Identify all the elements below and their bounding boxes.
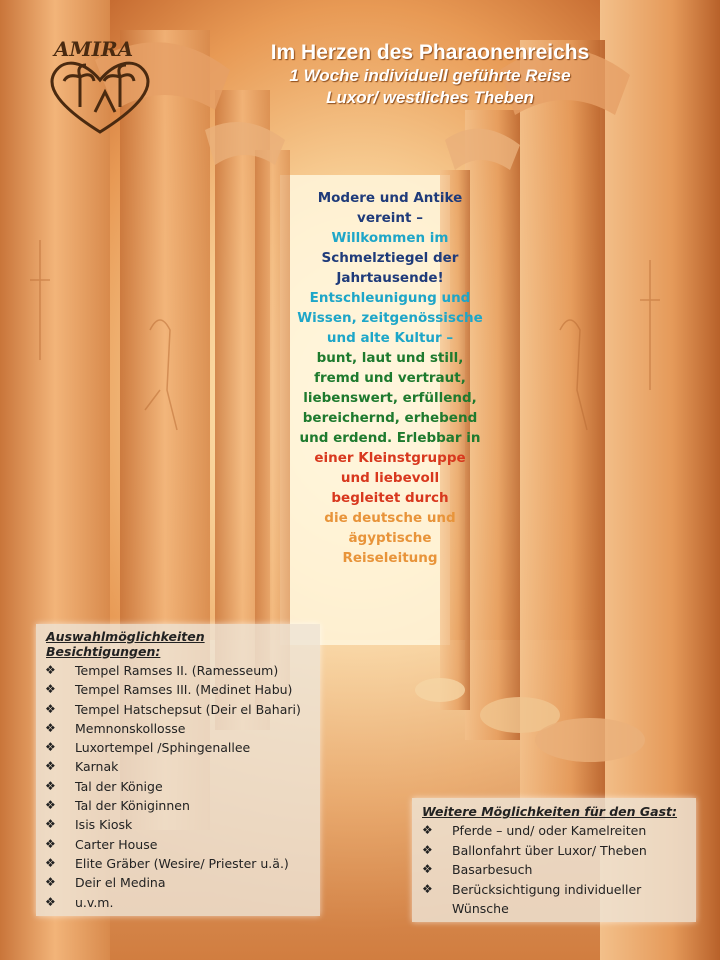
page-subtitle-duration: 1 Woche individuell geführte Reise — [289, 66, 571, 85]
list-item — [36, 757, 320, 776]
diamond-bullet-icon: ❖ — [45, 836, 56, 851]
diamond-bullet-icon: ❖ — [422, 842, 433, 857]
list-item-text: Elite Gräber (Wesire/ Priester u.ä.) — [75, 855, 289, 871]
diamond-bullet-icon: ❖ — [45, 720, 56, 735]
diamond-bullet-icon: ❖ — [45, 817, 56, 832]
intro-line: und erdend. Erlebbar in — [299, 430, 481, 446]
list-item — [36, 719, 320, 738]
diamond-bullet-icon: ❖ — [45, 778, 56, 793]
list-item — [412, 880, 696, 919]
list-item — [36, 738, 320, 757]
sights-heading: Auswahlmöglichkeiten Besichtigungen: — [46, 629, 205, 659]
list-item-text: Deir el Medina — [75, 875, 166, 891]
intro-line: vereint – — [357, 210, 423, 226]
list-item — [36, 661, 320, 680]
intro-line: und liebevoll — [340, 470, 440, 486]
intro-line: die deutsche und — [324, 510, 456, 526]
intro-line: und alte Kultur – — [326, 330, 454, 346]
diamond-bullet-icon: ❖ — [45, 798, 56, 813]
heart-palm-logo-icon — [52, 63, 148, 132]
list-item — [36, 680, 320, 699]
sights-box — [36, 624, 320, 916]
diamond-bullet-icon: ❖ — [45, 740, 56, 755]
intro-line: Schmelztiegel der — [321, 250, 459, 266]
intro-line: Modere und Antike — [317, 190, 463, 206]
intro-line: fremd und vertraut, — [314, 370, 466, 386]
list-item-text: Basarbesuch — [452, 862, 533, 877]
diamond-bullet-icon: ❖ — [45, 875, 56, 890]
list-item-text: u.v.m. — [75, 894, 114, 910]
page-subtitle-location: Luxor/ westliches Theben — [326, 88, 534, 107]
diamond-bullet-icon: ❖ — [45, 894, 56, 909]
list-item-text: Ballonfahrt über Luxor/ Theben — [452, 842, 647, 858]
intro-line: bunt, laut und still, — [316, 350, 464, 366]
diamond-bullet-icon: ❖ — [422, 823, 433, 837]
diamond-bullet-icon: ❖ — [45, 663, 56, 677]
extras-list — [412, 821, 696, 919]
diamond-bullet-icon: ❖ — [422, 881, 433, 896]
diamond-bullet-icon: ❖ — [45, 701, 56, 716]
list-item-text: Luxortempel /Sphingenallee — [75, 740, 251, 756]
list-item — [36, 777, 320, 796]
diamond-bullet-icon: ❖ — [45, 682, 56, 697]
list-item-text: Pferde – und/ oder Kamelreiten — [452, 823, 647, 838]
list-item-text: Tempel Ramses II. (Ramesseum) — [75, 663, 279, 678]
list-item-text: Tempel Ramses III. (Medinet Habu) — [75, 682, 293, 698]
list-item — [36, 796, 320, 815]
page-title: Im Herzen des Pharaonenreichs — [270, 41, 590, 64]
intro-line: einer Kleinstgruppe — [314, 450, 466, 466]
list-item-text: Tempel Hatschepsut (Deir el Bahari) — [75, 701, 301, 717]
intro-line: begleitet durch — [331, 490, 449, 506]
extras-heading: Weitere Möglichkeiten für den Gast: — [422, 804, 678, 819]
list-item-text: Berücksichtigung individueller Wünsche — [452, 881, 642, 916]
intro-line: bereichernd, erhebend — [302, 410, 478, 426]
list-item — [412, 860, 696, 880]
intro-line: Jahrtausende! — [336, 270, 444, 286]
intro-text — [290, 188, 490, 568]
intro-line: Willkommen im — [331, 230, 449, 246]
intro-line: ägyptische — [348, 530, 432, 546]
list-item-text: Isis Kiosk — [75, 817, 133, 833]
list-item-text: Tal der Königinnen — [75, 798, 190, 814]
amira-logo — [40, 32, 160, 137]
diamond-bullet-icon: ❖ — [45, 759, 56, 774]
header — [170, 40, 690, 109]
list-item-text: Karnak — [75, 759, 119, 775]
list-item-text: Memnonskollosse — [75, 720, 186, 736]
extras-box — [412, 798, 696, 922]
list-item — [36, 700, 320, 719]
list-item — [36, 873, 320, 892]
diamond-bullet-icon: ❖ — [422, 862, 433, 876]
list-item — [36, 893, 320, 912]
list-item-text: Tal der Könige — [75, 778, 163, 794]
intro-line: liebenswert, erfüllend, — [303, 390, 477, 406]
intro-line: Wissen, zeitgenössische — [297, 310, 483, 326]
list-item — [412, 841, 696, 861]
list-item — [412, 821, 696, 841]
list-item — [36, 815, 320, 834]
logo-text: AMIRA — [54, 37, 134, 61]
intro-line: Entschleunigung und — [309, 290, 471, 306]
intro-line: Reiseleitung — [342, 550, 438, 566]
list-item — [36, 854, 320, 873]
sights-list — [36, 661, 320, 912]
diamond-bullet-icon: ❖ — [45, 855, 56, 870]
list-item — [36, 835, 320, 854]
list-item-text: Carter House — [75, 836, 158, 852]
